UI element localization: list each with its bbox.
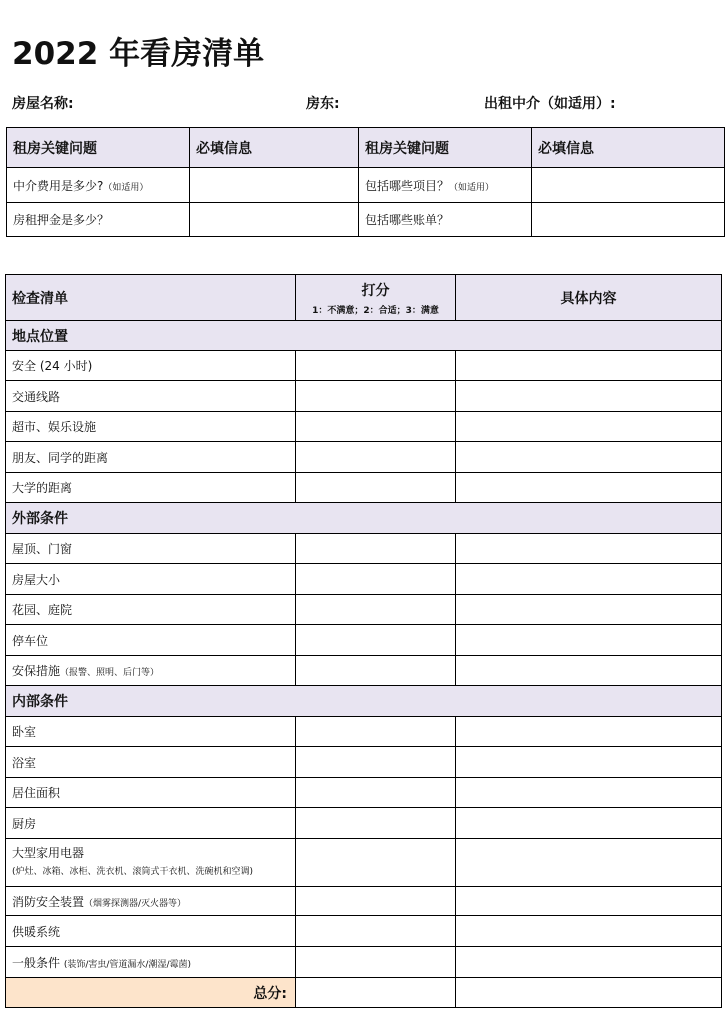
table-row xyxy=(6,887,722,916)
table-row xyxy=(6,351,722,381)
table-row xyxy=(6,442,722,473)
detail-cell[interactable] xyxy=(456,625,722,656)
house-name-label: 房屋名称: xyxy=(12,96,74,112)
table-row xyxy=(6,534,722,564)
item-label: 厨房 xyxy=(6,808,296,839)
detail-cell[interactable] xyxy=(456,534,722,564)
item-label: 停车位 xyxy=(6,625,296,656)
table-row xyxy=(6,839,722,887)
key-info-input[interactable] xyxy=(190,168,359,203)
col-checklist: 检查清单 xyxy=(6,275,296,321)
table-row xyxy=(6,625,722,656)
detail-cell[interactable] xyxy=(456,656,722,686)
table-row xyxy=(6,564,722,595)
item-label: 安全 (24 小时) xyxy=(6,351,296,381)
table-row xyxy=(6,747,722,778)
item-label: 一般条件 (装饰/害虫/管道漏水/潮湿/霉菌) xyxy=(6,947,296,978)
key-questions-table xyxy=(6,127,725,237)
detail-cell[interactable] xyxy=(456,473,722,503)
table-row xyxy=(6,412,722,442)
score-cell[interactable] xyxy=(296,747,456,778)
score-cell[interactable] xyxy=(296,717,456,747)
total-score-cell[interactable] xyxy=(296,978,456,1008)
detail-cell[interactable] xyxy=(456,916,722,947)
score-cell[interactable] xyxy=(296,473,456,503)
detail-cell[interactable] xyxy=(456,747,722,778)
detail-cell[interactable] xyxy=(456,564,722,595)
item-label: 屋顶、门窗 xyxy=(6,534,296,564)
table-row xyxy=(6,947,722,978)
score-cell[interactable] xyxy=(296,887,456,916)
col-score-scale: 1：不满意；2：合适；3：满意 xyxy=(312,305,439,316)
col-score-label: 打分 xyxy=(361,282,390,299)
section-location: 地点位置 xyxy=(6,321,722,351)
checklist-header-row xyxy=(6,275,722,321)
detail-cell[interactable] xyxy=(456,887,722,916)
detail-cell[interactable] xyxy=(456,778,722,808)
item-label: 大型家用电器 (炉灶、冰箱、冰柜、洗衣机、滚筒式干衣机、洗碗机和空调) xyxy=(6,839,296,887)
key-info-input[interactable] xyxy=(532,168,725,203)
key-header-info-1: 必填信息 xyxy=(190,128,359,168)
key-table-row xyxy=(7,168,725,203)
key-header-info-2: 必填信息 xyxy=(532,128,725,168)
score-cell[interactable] xyxy=(296,351,456,381)
key-table-header-row xyxy=(7,128,725,168)
score-cell[interactable] xyxy=(296,808,456,839)
score-cell[interactable] xyxy=(296,564,456,595)
item-label: 卧室 xyxy=(6,717,296,747)
item-label: 安保措施（报警、照明、后门等） xyxy=(6,656,296,686)
section-row xyxy=(6,503,722,534)
detail-cell[interactable] xyxy=(456,351,722,381)
score-cell[interactable] xyxy=(296,839,456,887)
item-label: 房屋大小 xyxy=(6,564,296,595)
score-cell[interactable] xyxy=(296,656,456,686)
key-info-input[interactable] xyxy=(190,203,359,237)
score-cell[interactable] xyxy=(296,534,456,564)
score-cell[interactable] xyxy=(296,595,456,625)
section-interior: 内部条件 xyxy=(6,686,722,717)
key-info-input[interactable] xyxy=(532,203,725,237)
table-row xyxy=(6,473,722,503)
item-label: 朋友、同学的距离 xyxy=(6,442,296,473)
table-row xyxy=(6,916,722,947)
total-detail-cell[interactable] xyxy=(456,978,722,1008)
key-header-question-2: 租房关键问题 xyxy=(359,128,532,168)
section-exterior: 外部条件 xyxy=(6,503,722,534)
col-score xyxy=(296,275,456,321)
checklist-table xyxy=(5,274,722,1008)
item-label: 消防安全装置（烟雾探测器/灭火器等） xyxy=(6,887,296,916)
item-label: 供暖系统 xyxy=(6,916,296,947)
item-label: 交通线路 xyxy=(6,381,296,412)
detail-cell[interactable] xyxy=(456,381,722,412)
table-row xyxy=(6,778,722,808)
score-cell[interactable] xyxy=(296,625,456,656)
item-label: 大学的距离 xyxy=(6,473,296,503)
page-title: 2022 年看房清单 xyxy=(12,36,265,72)
detail-cell[interactable] xyxy=(456,808,722,839)
section-row xyxy=(6,686,722,717)
score-cell[interactable] xyxy=(296,916,456,947)
table-row xyxy=(6,595,722,625)
score-cell[interactable] xyxy=(296,442,456,473)
section-row xyxy=(6,321,722,351)
total-label: 总分: xyxy=(6,978,296,1008)
item-label: 超市、娱乐设施 xyxy=(6,412,296,442)
key-header-question-1: 租房关键问题 xyxy=(7,128,190,168)
landlord-label: 房东: xyxy=(306,96,340,112)
score-cell[interactable] xyxy=(296,778,456,808)
score-cell[interactable] xyxy=(296,412,456,442)
detail-cell[interactable] xyxy=(456,717,722,747)
detail-cell[interactable] xyxy=(456,442,722,473)
score-cell[interactable] xyxy=(296,947,456,978)
item-label: 花园、庭院 xyxy=(6,595,296,625)
agent-label: 出租中介（如适用）: xyxy=(484,96,616,112)
table-row xyxy=(6,381,722,412)
detail-cell[interactable] xyxy=(456,839,722,887)
col-detail: 具体内容 xyxy=(456,275,722,321)
key-question-agent-fee: 中介费用是多少?（如适用） xyxy=(7,168,190,203)
item-label: 浴室 xyxy=(6,747,296,778)
detail-cell[interactable] xyxy=(456,947,722,978)
key-table-row xyxy=(7,203,725,237)
detail-cell[interactable] xyxy=(456,412,722,442)
table-row xyxy=(6,717,722,747)
key-question-included-items: 包括哪些项目？（如适用） xyxy=(359,168,532,203)
table-row xyxy=(6,808,722,839)
total-row xyxy=(6,978,722,1008)
score-cell[interactable] xyxy=(296,381,456,412)
key-question-bills: 包括哪些账单？ xyxy=(359,203,532,237)
key-question-deposit: 房租押金是多少？ xyxy=(7,203,190,237)
table-row xyxy=(6,656,722,686)
detail-cell[interactable] xyxy=(456,595,722,625)
item-label: 居住面积 xyxy=(6,778,296,808)
